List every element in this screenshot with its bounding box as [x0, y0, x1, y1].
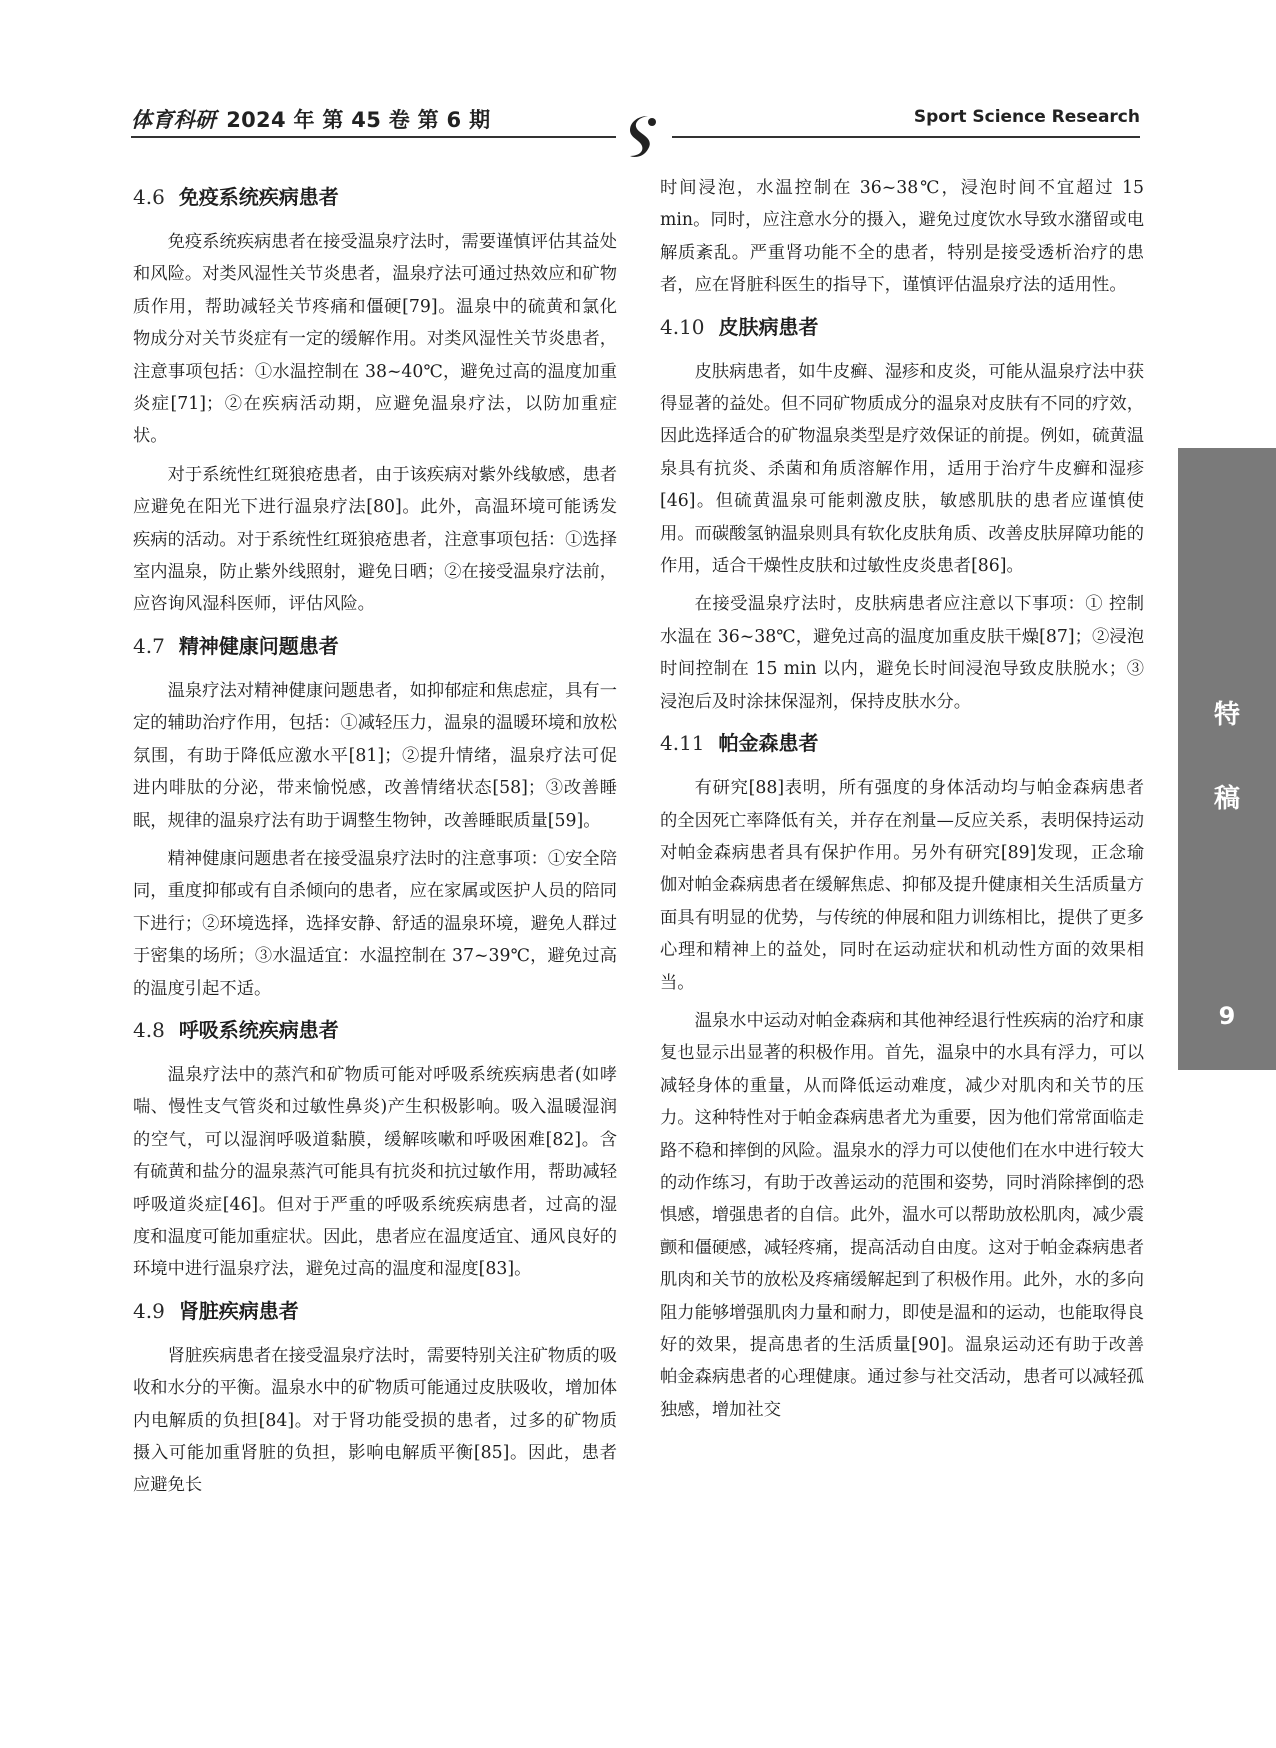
- side-tab-char-1: 特: [1213, 700, 1240, 730]
- body-paragraph: 在接受温泉疗法时，皮肤病患者应注意以下事项：① 控制水温在 36~38℃，避免过高的温度加重皮肤干燥[87]；②浸泡时间控制在 15 min 以内，避免长时间浸泡导致皮肤脱水；③浸泡后及时涂抹保湿剂，保持皮肤水分。: [660, 594, 1144, 712]
- left-column: [133, 172, 617, 1508]
- right-column: [660, 172, 1144, 1432]
- section-title: 皮肤病患者: [718, 314, 819, 339]
- section-title: 呼吸系统疾病患者: [178, 1017, 339, 1042]
- section-heading: [133, 631, 617, 661]
- section-number: 4.10: [660, 314, 705, 339]
- section-heading: [660, 728, 1144, 758]
- section-side-tab: [1178, 448, 1276, 1070]
- journal-name: 体育科研: [131, 107, 217, 132]
- body-paragraph: 免疫系统疾病患者在接受温泉疗法时，需要谨慎评估其益处和风险。对类风湿性关节炎患者，温泉疗法可通过热效应和矿物质作用，帮助减轻关节疼痛和僵硬[79]。温泉中的硫黄和氯化物成分对关节炎症有一定的缓解作用。对类风湿性关节炎患者，注意事项包括：①水温控制在 38~40℃，避免过高的温度加重炎症[71]；②在疾病活动期，应避免温泉疗法，以防加重症状。: [133, 232, 617, 447]
- body-paragraph: 对于系统性红斑狼疮患者，由于该疾病对紫外线敏感，患者应避免在阳光下进行温泉疗法[80]。此外，高温环境可能诱发疾病的活动。对于系统性红斑狼疮患者，注意事项包括：①选择室内温泉，防止紫外线照射，避免日晒；②在接受温泉疗法前，应咨询风湿科医师，评估风险。: [133, 464, 617, 615]
- section-title: 精神健康问题患者: [178, 633, 339, 658]
- body-paragraph: 时间浸泡，水温控制在 36~38℃，浸泡时间不宜超过 15 min。同时，应注意水分的摄入，避免过度饮水导致水潴留或电解质紊乱。严重肾功能不全的患者，特别是接受透析治疗的患者，应在肾脏科医生的指导下，谨慎评估温泉疗法的适用性。: [660, 178, 1144, 296]
- section-heading: [133, 1015, 617, 1045]
- section-heading: [660, 312, 1144, 342]
- journal-english-name: Sport Science Research: [913, 107, 1140, 127]
- section-title: 肾脏疾病患者: [178, 1298, 299, 1323]
- body-paragraph: 肾脏疾病患者在接受温泉疗法时，需要特别关注矿物质的吸收和水分的平衡。温泉水中的矿物质可能通过皮肤吸收，增加体内电解质的负担[84]。对于肾功能受损的患者，过多的矿物质摄入可能加重肾脏的负担，影响电解质平衡[85]。因此，患者应避免长: [133, 1345, 617, 1496]
- body-paragraph: 温泉水中运动对帕金森病和其他神经退行性疾病的治疗和康复也显示出显著的积极作用。首先，温泉中的水具有浮力，可以减轻身体的重量，从而降低运动难度，减少对肌肉和关节的压力。这种特性对于帕金森病患者尤为重要，因为他们常常面临走路不稳和摔倒的风险。温泉水的浮力可以使他们在水中进行较大的动作练习，有助于改善运动的范围和姿势，同时消除摔倒的恐惧感，增强患者的自信。此外，温水可以帮助放松肌肉，减少震颤和僵硬感，减轻疼痛，提高活动自由度。这对于帕金森病患者肌肉和关节的放松及疼痛缓解起到了积极作用。此外，水的多向阻力能够增强肌肉力量和耐力，即使是温和的运动，也能取得良好的效果，提高患者的生活质量[90]。温泉运动还有助于改善帕金森病患者的心理健康。通过参与社交活动，患者可以减轻孤独感，增加社交: [660, 1010, 1144, 1420]
- journal-title: [131, 104, 490, 134]
- body-paragraph: 温泉疗法中的蒸汽和矿物质可能对呼吸系统疾病患者(如哮喘、慢性支气管炎和过敏性鼻炎)产生积极影响。吸入温暖湿润的空气，可以湿润呼吸道黏膜，缓解咳嗽和呼吸困难[82]。含有硫黄和盐分的温泉蒸汽可能具有抗炎和抗过敏作用，帮助减轻呼吸道炎症[46]。但对于严重的呼吸系统疾病患者，过高的湿度和温度可能加重症状。因此，患者应在温度适宜、通风良好的环境中进行温泉疗法，避免过高的温度和湿度[83]。: [133, 1064, 617, 1280]
- section-title: 帕金森患者: [718, 731, 819, 756]
- journal-issue: 2024 年 第 45 卷 第 6 期: [226, 108, 491, 132]
- body-paragraph: 精神健康问题患者在接受温泉疗法时的注意事项：①安全陪同，重度抑郁或有自杀倾向的患者，应在家属或医护人员的陪同下进行；②环境选择，选择安静、舒适的温泉环境，避免人群过于密集的场所；③水温适宜：水温控制在 37~39℃，避免过高的温度引起不适。: [133, 848, 617, 999]
- header-rule-right: [672, 136, 1140, 138]
- page-number: 9: [1218, 1002, 1236, 1030]
- side-tab-char-2: 稿: [1213, 784, 1240, 814]
- section-number: 4.7: [133, 633, 165, 658]
- section-number: 4.8: [133, 1017, 165, 1042]
- body-paragraph: 皮肤病患者，如牛皮癣、湿疹和皮炎，可能从温泉疗法中获得显著的益处。但不同矿物质成分的温泉对皮肤有不同的疗效，因此选择适合的矿物温泉类型是疗效保证的前提。例如，硫黄温泉具有抗炎、杀菌和角质溶解作用，适用于治疗牛皮癣和湿疹[46]。但硫黄温泉可能刺激皮肤，敏感肌肤的患者应谨慎使用。而碳酸氢钠温泉则具有软化皮肤角质、改善皮肤屏障功能的作用，适合干燥性皮肤和过敏性皮炎患者[86]。: [660, 361, 1144, 577]
- section-heading: [133, 182, 617, 212]
- section-number: 4.9: [133, 1298, 165, 1323]
- body-paragraph: 有研究[88]表明，所有强度的身体活动均与帕金森病患者的全因死亡率降低有关，并存在剂量—反应关系，表明保持运动对帕金森病患者具有保护作用。另外有研究[89]发现，正念瑜伽对帕金森病患者在缓解焦虑、抑郁及提升健康相关生活质量方面具有明显的优势，与传统的伸展和阻力训练相比，提供了更多心理和精神上的益处，同时在运动症状和机动性方面的效果相当。: [660, 778, 1144, 993]
- section-number: 4.6: [133, 185, 165, 209]
- section-heading: [133, 1296, 617, 1326]
- header-rule-left: [131, 136, 616, 138]
- body-paragraph: 温泉疗法对精神健康问题患者，如抑郁症和焦虑症，具有一定的辅助治疗作用，包括：①减轻压力，温泉的温暖环境和放松氛围，有助于降低应激水平[81]；②提升情绪，温泉疗法可促进内啡肽的分泌，带来愉悦感，改善情绪状态[58]；③改善睡眠，规律的温泉疗法有助于调整生物钟，改善睡眠质量[59]。: [133, 680, 617, 831]
- journal-logo-icon: [618, 112, 670, 162]
- section-title: 免疫系统疾病患者: [178, 185, 339, 209]
- section-number: 4.11: [660, 731, 705, 756]
